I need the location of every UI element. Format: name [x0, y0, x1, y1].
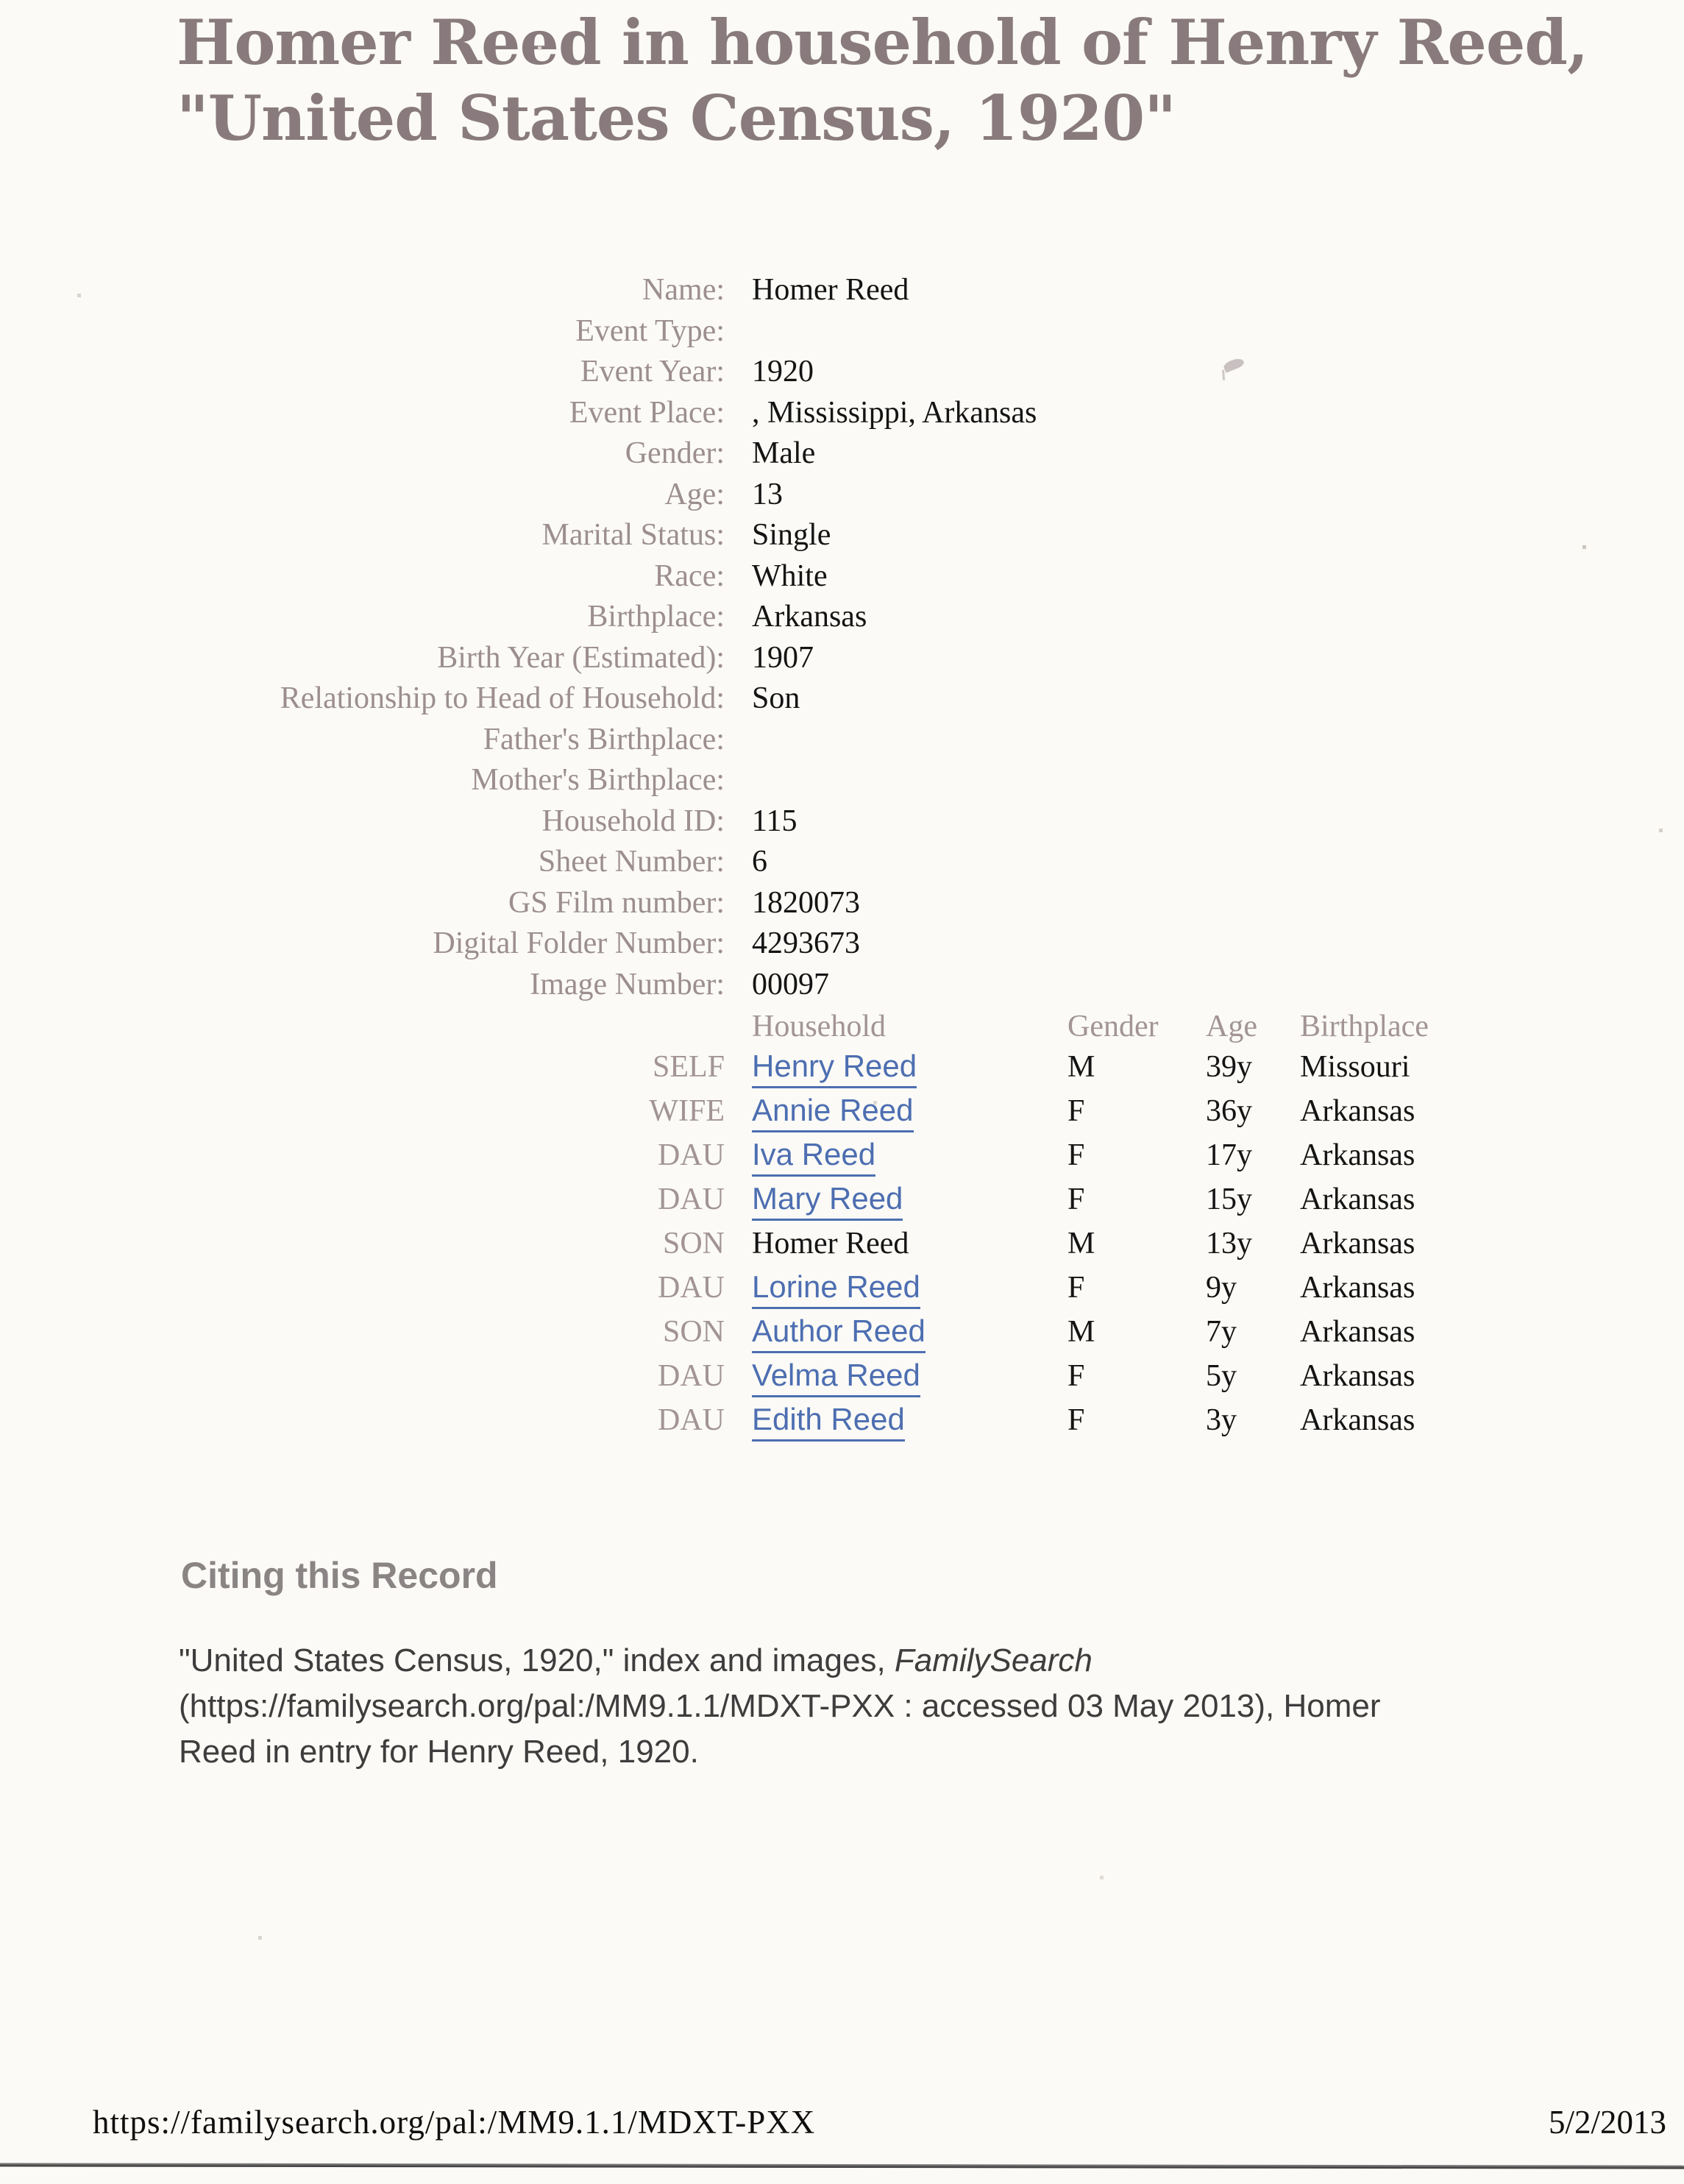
household-member-row	[0, 1354, 1684, 1398]
household-member-name: Homer Reed	[752, 1227, 909, 1261]
record-field-list	[0, 270, 1684, 1005]
gender-value: M	[1067, 1315, 1095, 1349]
birthplace-value: Arkansas	[1300, 1359, 1415, 1393]
birthplace-value: Missouri	[1300, 1050, 1410, 1084]
field-value: 4293673	[752, 926, 860, 960]
field-value: Arkansas	[752, 600, 867, 634]
field-value	[725, 311, 752, 352]
citation-line1-text: "United States Census, 1920," index and images,	[179, 1642, 895, 1678]
field-label: Birthplace:	[587, 600, 725, 634]
record-field-row	[0, 720, 1684, 761]
birthplace-value: Arkansas	[1300, 1315, 1415, 1349]
relationship-label: DAU	[658, 1403, 725, 1437]
scan-noise-specks	[0, 0, 2, 2]
household-member-row	[0, 1177, 1684, 1222]
field-label: Digital Folder Number:	[433, 926, 725, 960]
record-field-row	[0, 475, 1684, 516]
household-member-link[interactable]: Henry Reed	[752, 1049, 917, 1088]
field-label: Event Place:	[569, 395, 725, 430]
field-value: Male	[752, 436, 816, 470]
household-member-row	[0, 1133, 1684, 1177]
relationship-label: WIFE	[649, 1094, 725, 1128]
field-value: , Mississippi, Arkansas	[752, 395, 1037, 430]
household-table	[0, 1008, 1684, 1442]
record-field-row	[0, 393, 1684, 434]
field-label: Relationship to Head of Household:	[280, 681, 725, 715]
age-value: 7y	[1206, 1315, 1237, 1349]
record-field-row	[0, 678, 1684, 720]
field-value: Single	[752, 518, 831, 552]
household-member-link[interactable]: Iva Reed	[752, 1137, 875, 1177]
household-member-link[interactable]: Lorine Reed	[752, 1269, 920, 1309]
field-value: 1907	[752, 640, 814, 675]
relationship-label: SON	[662, 1315, 725, 1349]
field-label: Event Type:	[575, 313, 725, 348]
column-header-household: Household	[752, 1010, 886, 1043]
gender-value: F	[1067, 1359, 1085, 1393]
field-label: GS Film number:	[508, 885, 725, 920]
household-member-row	[0, 1266, 1684, 1310]
gender-value: F	[1067, 1403, 1085, 1437]
column-header-gender: Gender	[1067, 1010, 1159, 1043]
field-label: Birth Year (Estimated):	[437, 640, 725, 675]
citing-section-heading: Citing this Record	[181, 1555, 498, 1596]
page-title	[177, 4, 1588, 156]
record-field-row	[0, 801, 1684, 843]
page-title-line1: Homer Reed in household of Henry Reed,	[177, 6, 1588, 79]
relationship-label: SELF	[652, 1050, 725, 1084]
record-field-row	[0, 597, 1684, 638]
age-value: 36y	[1206, 1094, 1252, 1128]
household-member-link[interactable]: Annie Reed	[752, 1093, 914, 1132]
record-field-row	[0, 433, 1684, 475]
citation-line-1	[179, 1638, 1540, 1684]
page-title-line2: "United States Census, 1920"	[177, 82, 1176, 155]
column-header-age: Age	[1206, 1010, 1257, 1043]
age-value: 3y	[1206, 1403, 1237, 1437]
household-member-link[interactable]: Mary Reed	[752, 1181, 903, 1221]
record-field-row	[0, 352, 1684, 393]
record-field-row	[0, 556, 1684, 598]
footer-source-url: https://familysearch.org/pal:/MM9.1.1/MDXT-PXX	[93, 2104, 816, 2141]
field-value: 00097	[752, 967, 829, 1001]
field-value: 1920	[752, 355, 814, 389]
citation-line-3: Reed in entry for Henry Reed, 1920.	[179, 1734, 699, 1770]
field-label: Marital Status:	[541, 518, 725, 552]
household-table-header	[0, 1008, 1684, 1045]
relationship-label: DAU	[658, 1271, 725, 1305]
gender-value: M	[1067, 1050, 1095, 1084]
record-field-row	[0, 270, 1684, 311]
household-member-row-current	[0, 1222, 1684, 1266]
record-field-row	[0, 311, 1684, 352]
column-header-birthplace: Birthplace	[1300, 1010, 1429, 1043]
field-value	[725, 720, 752, 761]
field-value: Son	[752, 681, 800, 715]
relationship-label: SON	[662, 1227, 725, 1261]
age-value: 17y	[1206, 1138, 1252, 1172]
field-value	[725, 760, 752, 801]
birthplace-value: Arkansas	[1300, 1183, 1415, 1216]
birthplace-value: Arkansas	[1300, 1094, 1415, 1128]
birthplace-value: Arkansas	[1300, 1403, 1415, 1437]
household-member-link[interactable]: Velma Reed	[752, 1358, 920, 1397]
scan-edge-line	[0, 2163, 1684, 2169]
age-value: 9y	[1206, 1271, 1237, 1305]
relationship-label: DAU	[658, 1183, 725, 1216]
age-value: 39y	[1206, 1050, 1252, 1084]
relationship-label: DAU	[658, 1359, 725, 1393]
field-value: 6	[752, 845, 767, 879]
record-field-row	[0, 515, 1684, 556]
citation-source-name: FamilySearch	[894, 1642, 1093, 1678]
field-label: Age:	[664, 477, 725, 511]
gender-value: F	[1067, 1271, 1085, 1305]
record-field-row	[0, 638, 1684, 679]
citation-text	[179, 1638, 1540, 1775]
relationship-column-spacer	[0, 1008, 725, 1045]
household-member-row	[0, 1310, 1684, 1354]
birthplace-value: Arkansas	[1300, 1138, 1415, 1172]
household-member-row	[0, 1045, 1684, 1089]
record-field-row	[0, 760, 1684, 801]
gender-value: F	[1067, 1094, 1085, 1128]
household-member-row	[0, 1089, 1684, 1133]
household-member-link[interactable]: Author Reed	[752, 1313, 926, 1353]
field-label: Mother's Birthplace:	[471, 763, 725, 797]
household-member-row	[0, 1398, 1684, 1442]
record-field-row	[0, 965, 1684, 1006]
field-value: 1820073	[752, 885, 860, 920]
birthplace-value: Arkansas	[1300, 1271, 1415, 1305]
record-field-row	[0, 842, 1684, 883]
citation-line-2: (https://familysearch.org/pal:/MM9.1.1/MDXT-PXX : accessed 03 May 2013), Homer	[179, 1688, 1381, 1724]
age-value: 5y	[1206, 1359, 1237, 1393]
field-label: Sheet Number:	[538, 845, 725, 879]
field-value: 115	[752, 804, 797, 838]
footer-print-date: 5/2/2013	[1548, 2104, 1666, 2141]
field-label: Household ID:	[541, 804, 725, 838]
field-value: Homer Reed	[752, 273, 909, 307]
field-label: Gender:	[625, 436, 725, 470]
relationship-label: DAU	[658, 1138, 725, 1172]
birthplace-value: Arkansas	[1300, 1227, 1415, 1261]
field-label: Name:	[642, 273, 725, 307]
field-label: Event Year:	[580, 355, 725, 389]
field-label: Image Number:	[530, 967, 725, 1001]
age-value: 13y	[1206, 1227, 1252, 1261]
age-value: 15y	[1206, 1183, 1252, 1216]
record-field-row	[0, 883, 1684, 924]
field-value: 13	[752, 477, 783, 511]
gender-value: M	[1067, 1227, 1095, 1261]
field-label: Father's Birthplace:	[483, 722, 725, 756]
field-value: White	[752, 559, 828, 593]
gender-value: F	[1067, 1183, 1085, 1216]
record-field-row	[0, 923, 1684, 965]
field-label: Race:	[654, 559, 725, 593]
gender-value: F	[1067, 1138, 1085, 1172]
household-member-link[interactable]: Edith Reed	[752, 1402, 905, 1442]
